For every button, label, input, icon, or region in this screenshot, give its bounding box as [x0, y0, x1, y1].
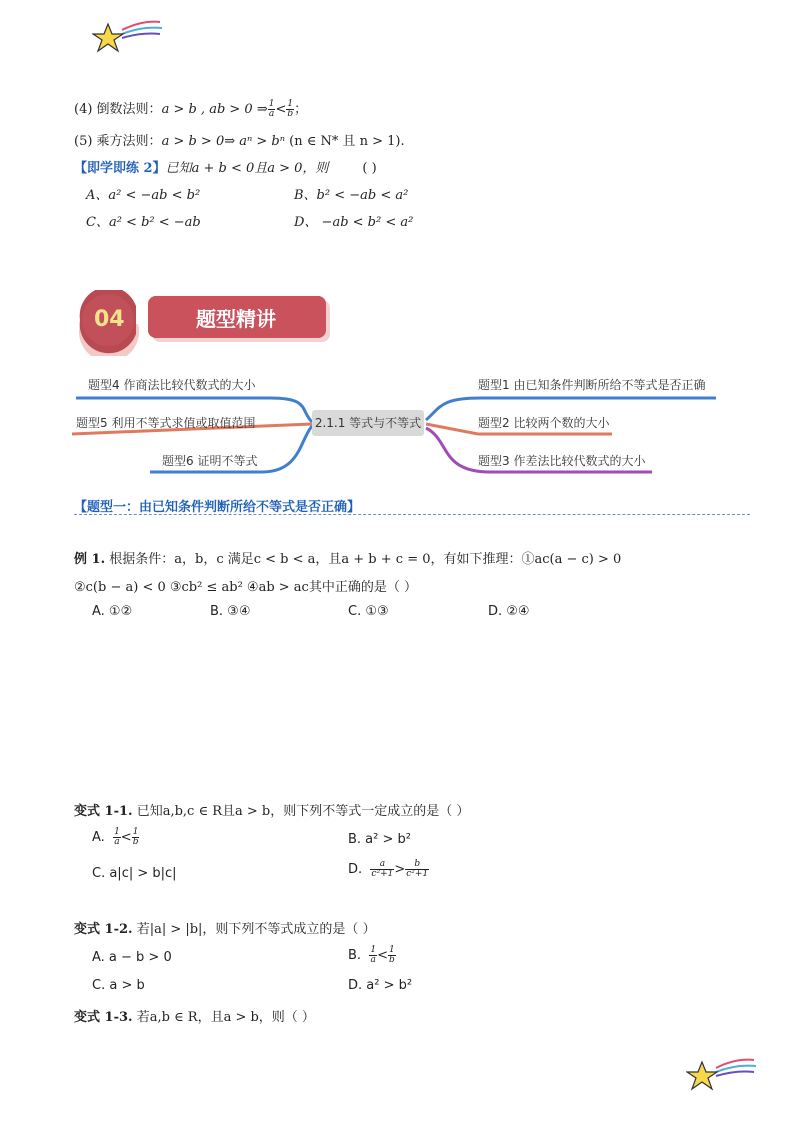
- v12-option-d: D. a² > b²: [348, 978, 413, 993]
- example-1: 例 1. 根据条件：a，b，c 满足c < b < a，且a + b + c = 0，有如下推理：①ac(a − c) > 0: [74, 552, 622, 567]
- mindmap-node-type6: 题型6 证明不等式: [162, 454, 258, 468]
- mindmap-node-type2: 题型2 比较两个数的大小: [478, 416, 610, 430]
- example-option-c: C. ①③: [348, 604, 389, 619]
- variant-1-3: 变式 1-3. 若a,b ∈ R，且a > b，则（ ）: [74, 1010, 315, 1025]
- section-number: 04: [94, 307, 125, 332]
- divider: [74, 514, 750, 515]
- rule-4-condition: a > b , ab > 0 ⇒: [161, 102, 268, 117]
- practice-option-a: A、a² < −ab < b²: [86, 188, 201, 203]
- v12-option-b: B. $\frac{1}{a}$ < $\frac{1}{b}$: [348, 945, 395, 965]
- section-title: 题型精讲: [196, 307, 276, 331]
- mindmap-center: 2.1.1 等式与不等式: [312, 410, 424, 436]
- practice-option-b: B、b² < −ab < a²: [294, 188, 409, 203]
- example-1-line2: ②c(b − a) < 0 ③cb² ≤ ab² ④ab > ac其中正确的是（ ）: [74, 580, 417, 595]
- example-label: 例 1.: [74, 552, 106, 567]
- v12-option-a: A. a − b > 0: [92, 950, 172, 965]
- type1-heading: 【题型一：由已知条件判断所给不等式是否正确】: [74, 500, 361, 515]
- v11-option-b: B. a² > b²: [348, 832, 411, 847]
- example-option-d: D. ②④: [488, 604, 530, 619]
- practice-2: 【即学即练 2】已知a + b < 0且a > 0，则 ( ): [74, 161, 377, 176]
- v11-option-c: C. a|c| > b|c|: [92, 866, 177, 881]
- v11-option-a: A. $\frac{1}{a}$ < $\frac{1}{b}$: [92, 827, 139, 847]
- mindmap-node-type1: 题型1 由已知条件判断所给不等式是否正确: [478, 378, 706, 392]
- mindmap-node-type5: 题型5 利用不等式求值或取值范围: [76, 416, 256, 430]
- practice-tag: 【即学即练 2】: [74, 161, 166, 176]
- fraction: $\frac{1}{a}$: [268, 99, 275, 119]
- rule-4: (4) 倒数法则：a > b , ab > 0 ⇒ $\frac{1}{a}$ < $\frac{1}{b}$ ；: [74, 99, 308, 119]
- variant-label: 变式 1-3.: [74, 1010, 133, 1025]
- v12-option-c: C. a > b: [92, 978, 145, 993]
- example-option-a: A. ①②: [92, 604, 133, 619]
- mindmap-node-type4: 题型4 作商法比较代数式的大小: [88, 378, 256, 392]
- example-option-b: B. ③④: [210, 604, 251, 619]
- mindmap-node-type3: 题型3 作差法比较代数式的大小: [478, 454, 646, 468]
- rule-4-prefix: (4) 倒数法则：: [74, 102, 162, 117]
- variant-1-1: 变式 1-1. 已知a,b,c ∈ R且a > b，则下列不等式一定成立的是（ ）: [74, 804, 470, 819]
- practice-option-d: D、 −ab < b² < a²: [294, 215, 414, 230]
- variant-1-2: 变式 1-2. 若|a| > |b|，则下列不等式成立的是（ ）: [74, 922, 376, 937]
- practice-option-c: C、a² < b² < −ab: [86, 215, 201, 230]
- variant-label: 变式 1-2.: [74, 922, 133, 937]
- star-icon: [686, 1054, 758, 1096]
- rule-5: (5) 乘方法则：a > b > 0⇒ aⁿ > bⁿ (n ∈ N* 且 n > 1).: [74, 134, 405, 149]
- v11-option-d: D. $\frac{a}{\text{c²+1}}$ > $\frac{b}{\text{c²+1}}$: [348, 859, 429, 879]
- fraction: $\frac{1}{b}$: [287, 99, 294, 119]
- variant-label: 变式 1-1.: [74, 804, 133, 819]
